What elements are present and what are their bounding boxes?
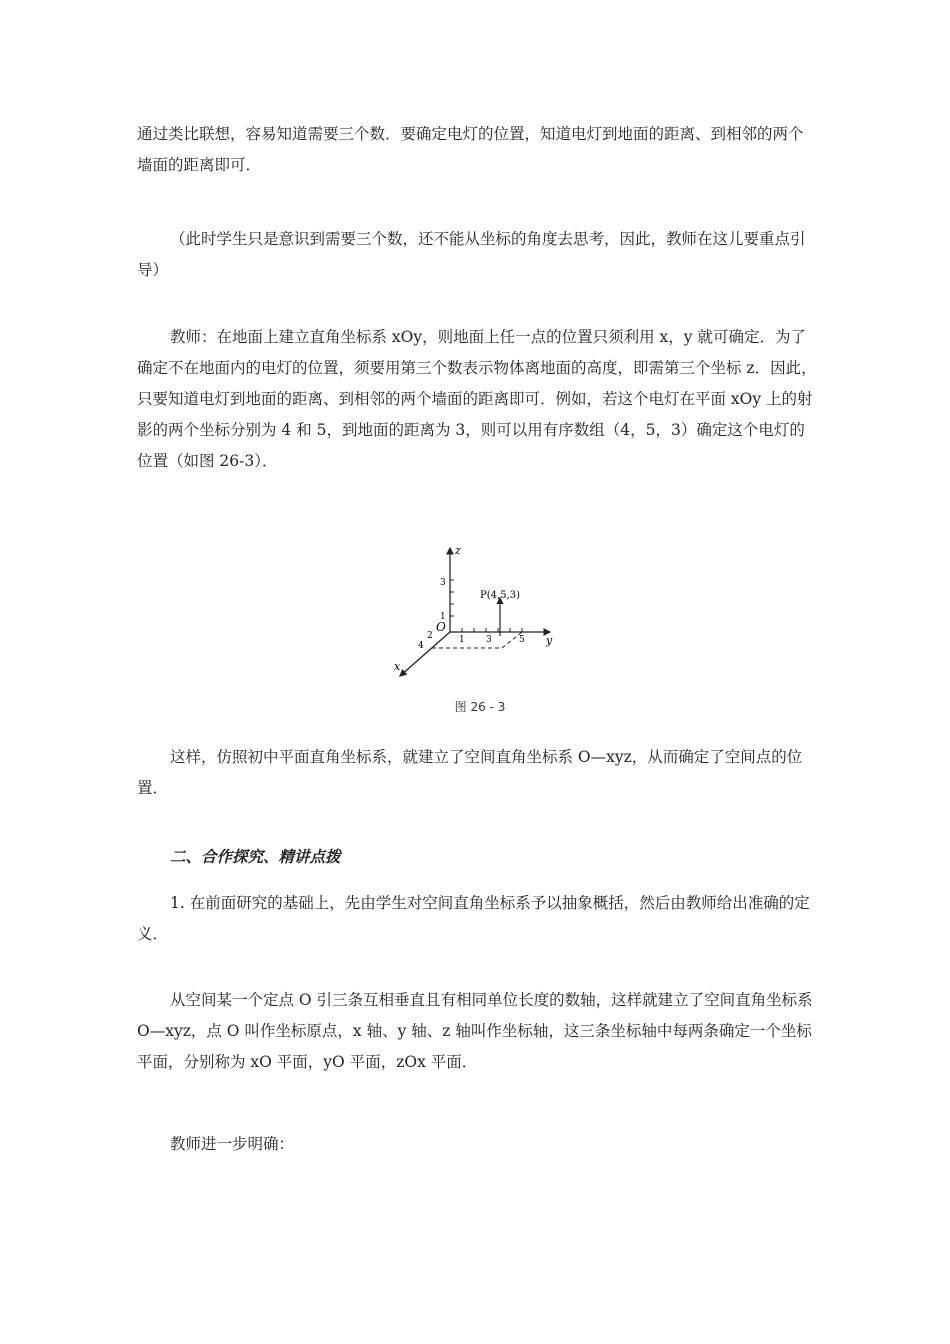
z-axis-label: z xyxy=(455,544,461,557)
x-tick-label: 4 xyxy=(418,641,424,651)
x-axis-label: x xyxy=(394,660,401,673)
x-axis xyxy=(400,632,450,676)
origin-label: O xyxy=(436,620,446,634)
point-p-label: P(4,5,3) xyxy=(480,590,520,601)
paragraph-step-1: 1. 在前面研究的基础上，先由学生对空间直角坐标系予以抽象概括，然后由教师给出准确的定义． xyxy=(137,894,810,943)
x-tick-label: 2 xyxy=(427,631,433,641)
figure-caption: 图 26 - 3 xyxy=(454,700,506,714)
paragraph-space-coordinate: 这样，仿照初中平面直角坐标系，就建立了空间直角坐标系 O—xyz，从而确定了空间点的位置． xyxy=(137,748,803,797)
y-tick-label: 5 xyxy=(519,635,525,645)
section-heading: 二、合作探究、精讲点拨 xyxy=(170,847,341,866)
y-axis-label: y xyxy=(546,634,553,647)
z-tick-label: 3 xyxy=(440,578,446,588)
coordinate-diagram xyxy=(380,540,570,690)
y-tick-label: 3 xyxy=(486,635,492,645)
coordinate-figure xyxy=(380,540,570,690)
paragraph-definition: 从空间某一个定点 O 引三条互相垂直且有相同单位长度的数轴，这样就建立了空间直角坐标系 O—xyz，点 O 叫作坐标原点，x 轴、y 轴、z 轴叫作坐标轴，这三条坐标轴中每两条确定一个坐标平面，分别称为 xO 平面，yO 平面，zOx 平面． xyxy=(137,991,813,1071)
paragraph-teacher-clarify: 教师进一步明确： xyxy=(170,1135,295,1153)
paragraph-analogy: 通过类比联想，容易知道需要三个数．要确定电灯的位置，知道电灯到地面的距离、到相邻的两个墙面的距离即可． xyxy=(137,125,804,174)
z-tick-label: 1 xyxy=(440,612,446,622)
y-tick-label: 1 xyxy=(459,635,465,645)
paragraph-teacher-note: （此时学生只是意识到需要三个数，还不能从坐标的角度去思考，因此，教师在这儿要重点引导） xyxy=(137,230,806,279)
paragraph-coordinate-explanation: 教师：在地面上建立直角坐标系 xOy，则地面上任一点的位置只须利用 x，y 就可确定．为了确定不在地面内的电灯的位置，须要用第三个数表示物体离地面的高度，即需第三个坐标 z．因此，只要知道电灯到地面的距离、到相邻的两个墙面的距离即可．例如，若这个电灯在平面 xOy 上的射影的两个坐标分别为 4 和 5，到地面的距离为 3，则可以用有序数组（4，5，3）确定这个电灯的位置（如图 26-3）． xyxy=(137,328,817,470)
